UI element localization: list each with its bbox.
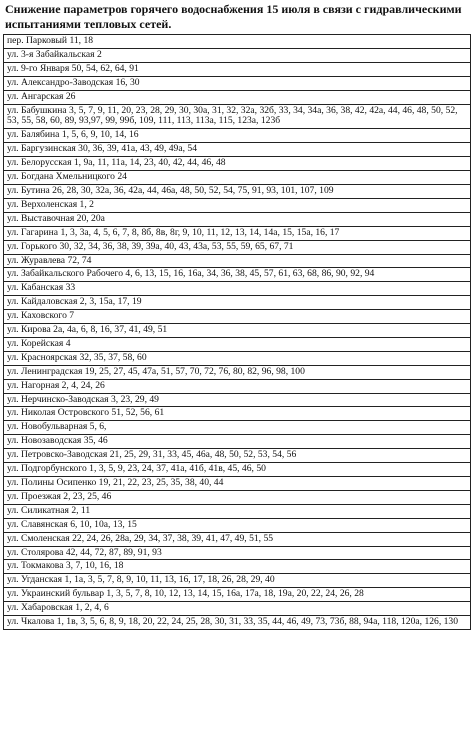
street-cell: ул. Новозаводская 35, 46 bbox=[4, 435, 471, 449]
table-row bbox=[4, 588, 471, 602]
table-row bbox=[4, 90, 471, 104]
table-row bbox=[4, 296, 471, 310]
table-row bbox=[4, 546, 471, 560]
street-cell: ул. Смоленская 22, 24, 26, 28а, 29, 34, 37, 38, 39, 41, 47, 49, 51, 55 bbox=[4, 532, 471, 546]
street-cell: ул. 9-го Января 50, 54, 62, 64, 91 bbox=[4, 62, 471, 76]
street-cell: ул. Нагорная 2, 4, 24, 26 bbox=[4, 379, 471, 393]
street-cell: ул. Бабушкина 3, 5, 7, 9, 11, 20, 23, 28, 29, 30, 30а, 31, 32, 32а, 32б, 33, 34, 34а, 36, 38, 42, 42а, 44, 46, 48, 50, 52, 53, 55, 58, 60, 89, 93,97, 99, 99б, 109, 111, 113, 113а, 115, 123а, 123б bbox=[4, 104, 471, 129]
table-row bbox=[4, 226, 471, 240]
table-row bbox=[4, 365, 471, 379]
street-cell: ул. Кабанская 33 bbox=[4, 282, 471, 296]
table-row bbox=[4, 212, 471, 226]
street-cell: ул. Чкалова 1, 1в, 3, 5, 6, 8, 9, 18, 20, 22, 24, 25, 28, 30, 31, 33, 35, 44, 46, 49, 73, 73б, 88, 94а, 118, 120а, 126, 130 bbox=[4, 616, 471, 630]
street-cell: ул. Подгорбунского 1, 3, 5, 9, 23, 24, 37, 41а, 41б, 41в, 45, 46, 50 bbox=[4, 463, 471, 477]
street-cell: ул. Петровско-Заводская 21, 25, 29, 31, 33, 45, 46а, 48, 50, 52, 53, 54, 56 bbox=[4, 449, 471, 463]
table-row bbox=[4, 240, 471, 254]
street-cell: ул. Полины Осипенко 19, 21, 22, 23, 25, 35, 38, 40, 44 bbox=[4, 477, 471, 491]
table-row bbox=[4, 574, 471, 588]
street-cell: ул. Славянская 6, 10, 10а, 13, 15 bbox=[4, 518, 471, 532]
table-row bbox=[4, 504, 471, 518]
street-cell: ул. Александро-Заводская 16, 30 bbox=[4, 76, 471, 90]
table-row bbox=[4, 532, 471, 546]
table-row bbox=[4, 62, 471, 76]
street-cell: ул. Корейская 4 bbox=[4, 337, 471, 351]
street-cell: ул. Токмакова 3, 7, 10, 16, 18 bbox=[4, 560, 471, 574]
street-cell: ул. Ленинградская 19, 25, 27, 45, 47а, 51, 57, 70, 72, 76, 80, 82, 96, 98, 100 bbox=[4, 365, 471, 379]
street-cell: ул. Журавлева 72, 74 bbox=[4, 254, 471, 268]
table-row bbox=[4, 48, 471, 62]
table-row bbox=[4, 337, 471, 351]
street-cell: ул. Угданская 1, 1а, 3, 5, 7, 8, 9, 10, 11, 13, 16, 17, 18, 26, 28, 29, 40 bbox=[4, 574, 471, 588]
street-cell: ул. Каховского 7 bbox=[4, 310, 471, 324]
street-cell: ул. Забайкальского Рабочего 4, 6, 13, 15, 16, 16а, 34, 36, 38, 45, 57, 61, 63, 68, 86, 90, 92, 94 bbox=[4, 268, 471, 282]
table-row bbox=[4, 268, 471, 282]
table-row bbox=[4, 518, 471, 532]
table-row bbox=[4, 310, 471, 324]
table-row bbox=[4, 198, 471, 212]
table-row bbox=[4, 35, 471, 49]
table-row bbox=[4, 407, 471, 421]
table-row bbox=[4, 104, 471, 129]
table-row bbox=[4, 171, 471, 185]
document-title: Снижение параметров горячего водоснабжения 15 июля в связи с гидравлическими испытаниями тепловых сетей. bbox=[5, 2, 462, 31]
street-cell: ул. Николая Островского 51, 52, 56, 61 bbox=[4, 407, 471, 421]
street-cell: пер. Парковый 11, 18 bbox=[4, 35, 471, 49]
street-cell: ул. Горького 30, 32, 34, 36, 38, 39, 39а, 40, 43, 43а, 53, 55, 59, 65, 67, 71 bbox=[4, 240, 471, 254]
table-row bbox=[4, 379, 471, 393]
table-row bbox=[4, 324, 471, 338]
table-row bbox=[4, 490, 471, 504]
table-row bbox=[4, 157, 471, 171]
table-row bbox=[4, 449, 471, 463]
street-cell: ул. Баргузинская 30, 36, 39, 41а, 43, 49, 49а, 54 bbox=[4, 143, 471, 157]
table-row bbox=[4, 282, 471, 296]
street-cell: ул. Кирова 2а, 4а, 6, 8, 16, 37, 41, 49, 51 bbox=[4, 324, 471, 338]
street-cell: ул. Гагарина 1, 3, 3а, 4, 5, 6, 7, 8, 8б, 8в, 8г, 9, 10, 11, 12, 13, 14, 14а, 15, 15а, 16, 17 bbox=[4, 226, 471, 240]
table-row bbox=[4, 560, 471, 574]
table-row bbox=[4, 143, 471, 157]
streets-table bbox=[3, 34, 471, 630]
street-cell: ул. Хабаровская 1, 2, 4, 6 bbox=[4, 602, 471, 616]
street-cell: ул. Балябина 1, 5, 6, 9, 10, 14, 16 bbox=[4, 129, 471, 143]
street-cell: ул. Красноярская 32, 35, 37, 58, 60 bbox=[4, 351, 471, 365]
table-row bbox=[4, 421, 471, 435]
street-cell: ул. Белорусская 1, 9а, 11, 11а, 14, 23, 40, 42, 44, 46, 48 bbox=[4, 157, 471, 171]
street-cell: ул. Силикатная 2, 11 bbox=[4, 504, 471, 518]
table-row bbox=[4, 129, 471, 143]
table-row bbox=[4, 76, 471, 90]
table-row bbox=[4, 184, 471, 198]
table-row bbox=[4, 393, 471, 407]
table-row bbox=[4, 602, 471, 616]
street-cell: ул. 3-я Забайкальская 2 bbox=[4, 48, 471, 62]
table-row bbox=[4, 477, 471, 491]
streets-table-body bbox=[4, 35, 471, 630]
street-cell: ул. Столярова 42, 44, 72, 87, 89, 91, 93 bbox=[4, 546, 471, 560]
street-cell: ул. Нерчинско-Заводская 3, 23, 29, 49 bbox=[4, 393, 471, 407]
street-cell: ул. Ангарская 26 bbox=[4, 90, 471, 104]
street-cell: ул. Богдана Хмельницкого 24 bbox=[4, 171, 471, 185]
street-cell: ул. Верхоленская 1, 2 bbox=[4, 198, 471, 212]
table-row bbox=[4, 616, 471, 630]
table-row bbox=[4, 351, 471, 365]
table-row bbox=[4, 463, 471, 477]
street-cell: ул. Проезжая 2, 23, 25, 46 bbox=[4, 490, 471, 504]
street-cell: ул. Украинский бульвар 1, 3, 5, 7, 8, 10, 12, 13, 14, 15, 16а, 17а, 18, 19а, 20, 22, 24, 26, 28 bbox=[4, 588, 471, 602]
street-cell: ул. Новобульварная 5, 6, bbox=[4, 421, 471, 435]
table-row bbox=[4, 435, 471, 449]
table-row bbox=[4, 254, 471, 268]
street-cell: ул. Бутина 26, 28, 30, 32а, 36, 42а, 44, 46а, 48, 50, 52, 54, 75, 91, 93, 101, 107, 109 bbox=[4, 184, 471, 198]
street-cell: ул. Кайдаловская 2, 3, 15а, 17, 19 bbox=[4, 296, 471, 310]
street-cell: ул. Выставочная 20, 20а bbox=[4, 212, 471, 226]
